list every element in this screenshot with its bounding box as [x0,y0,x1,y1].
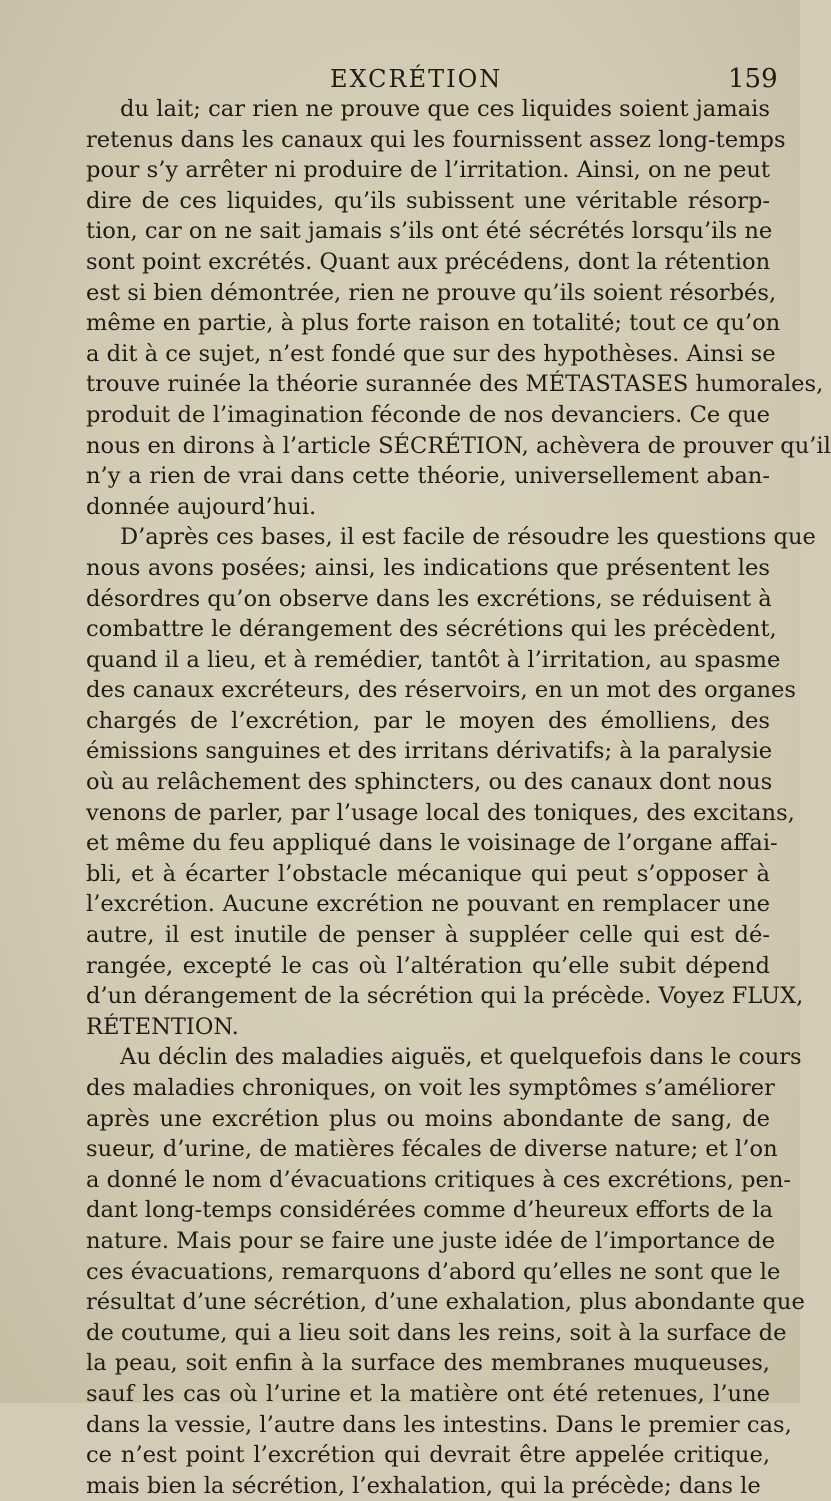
text-line: où au relâchement des sphincters, ou des canaux dont nous [86,769,773,796]
text-line: la peau, soit enfin à la surface des membranes muqueuses, [86,1350,770,1377]
text-line: tion, car on ne sait jamais s’ils ont été sécrétés lorsqu’ils ne [86,218,773,245]
text-line: mais bien la sécrétion, l’exhalation, qui la précède; dans le [86,1472,761,1499]
text-line: nous avons posées; ainsi, les indications que présentent les [86,554,770,581]
page-number: 159 [728,64,778,94]
text-line: et même du feu appliqué dans le voisinage de l’organe affai- [86,830,778,857]
text-line: désordres qu’on observe dans les excrétions, se réduisent à [86,585,772,612]
text-line: émissions sanguines et des irritans dérivatifs; à la paralysie [86,738,773,765]
text-line: ce n’est point l’excrétion qui devrait être appelée critique, [86,1442,770,1469]
text-line: après une excrétion plus ou moins abondante de sang, de [86,1105,770,1132]
text-line: pour s’y arrêter ni produire de l’irritation. Ainsi, on ne peut [86,157,770,184]
text-line: même en partie, à plus forte raison en totalité; tout ce qu’on [86,310,781,337]
text-line: dire de ces liquides, qu’ils subissent une véritable résorp- [86,187,770,214]
text-line: n’y a rien de vrai dans cette théorie, universellement aban- [86,463,770,490]
paragraph [86,1042,805,1501]
text-line: des canaux excréteurs, des réservoirs, en un mot des organes [86,677,796,704]
text-line: nous en dirons à l’article SÉCRÉTION, achèvera de prouver qu’il [86,432,831,459]
text-line: de coutume, qui a lieu soit dans les reins, soit à la surface de [86,1319,787,1346]
text-line: dant long-temps considérées comme d’heureux efforts de la [86,1197,773,1224]
text-line: D’après ces bases, il est facile de résoudre les questions que [120,524,816,551]
text-line: combattre le dérangement des sécrétions qui les précèdent, [86,616,777,643]
text-line: a dit à ce sujet, n’est fondé que sur des hypothèses. Ainsi se [86,340,776,367]
text-line: retenus dans les canaux qui les fournissent assez long-temps [86,126,786,153]
text-line: ces évacuations, remarquons d’abord qu’elles ne sont que le [86,1258,781,1285]
text-line: trouve ruinée la théorie surannée des MÉTASTASES humorales, [86,371,824,398]
text-line: venons de parler, par l’usage local des toniques, des excitans, [86,799,795,826]
text-line: a donné le nom d’évacuations critiques à ces excrétions, pen- [86,1166,792,1193]
text-line: d’un dérangement de la sécrétion qui la précède. Voyez FLUX, [86,983,804,1010]
text-line: sont point excrétés. Quant aux précédens, dont la rétention [86,248,771,275]
text-line: donnée aujourd’hui. [86,493,317,520]
text-line: du lait; car rien ne prouve que ces liquides soient jamais [120,96,770,122]
text-line: chargés de l’excrétion, par le moyen des émolliens, des [86,707,770,734]
text-line: rangée, excepté le cas où l’altération qu’elle subit dépend [86,952,770,979]
paragraph [86,94,831,522]
text-line: est si bien démontrée, rien ne prouve qu’ils soient résorbés, [86,279,777,306]
text-line: RÉTENTION. [86,1013,239,1040]
text-line: sueur, d’urine, de matières fécales de diverse nature; et l’on [86,1136,778,1163]
text-line: produit de l’imagination féconde de nos devanciers. Ce que [86,401,770,428]
page-header [0,62,800,96]
text-line: dans la vessie, l’autre dans les intestins. Dans le premier cas, [86,1411,792,1438]
text-line: l’excrétion. Aucune excrétion ne pouvant en remplacer une [86,891,770,918]
paragraph [86,522,816,1042]
text-line: des maladies chroniques, on voit les symptômes s’améliorer [86,1075,775,1101]
text-line: Au déclin des maladies aiguës, et quelquefois dans le cours [120,1044,802,1071]
text-line: résultat d’une sécrétion, d’une exhalation, plus abondante que [86,1289,805,1316]
text-line: sauf les cas où l’urine et la matière ont été retenues, l’une [86,1380,770,1407]
text-line: autre, il est inutile de penser à suppléer celle qui est dé- [86,922,770,949]
text-line: bli, et à écarter l’obstacle mécanique qui peut s’opposer à [86,860,770,887]
running-title: EXCRÉTION [330,65,503,93]
text-line: quand il a lieu, et à remédier, tantôt à l’irritation, au spasme [86,646,781,673]
text-line: nature. Mais pour se faire une juste idée de l’importance de [86,1227,776,1254]
body-text [86,94,831,1501]
